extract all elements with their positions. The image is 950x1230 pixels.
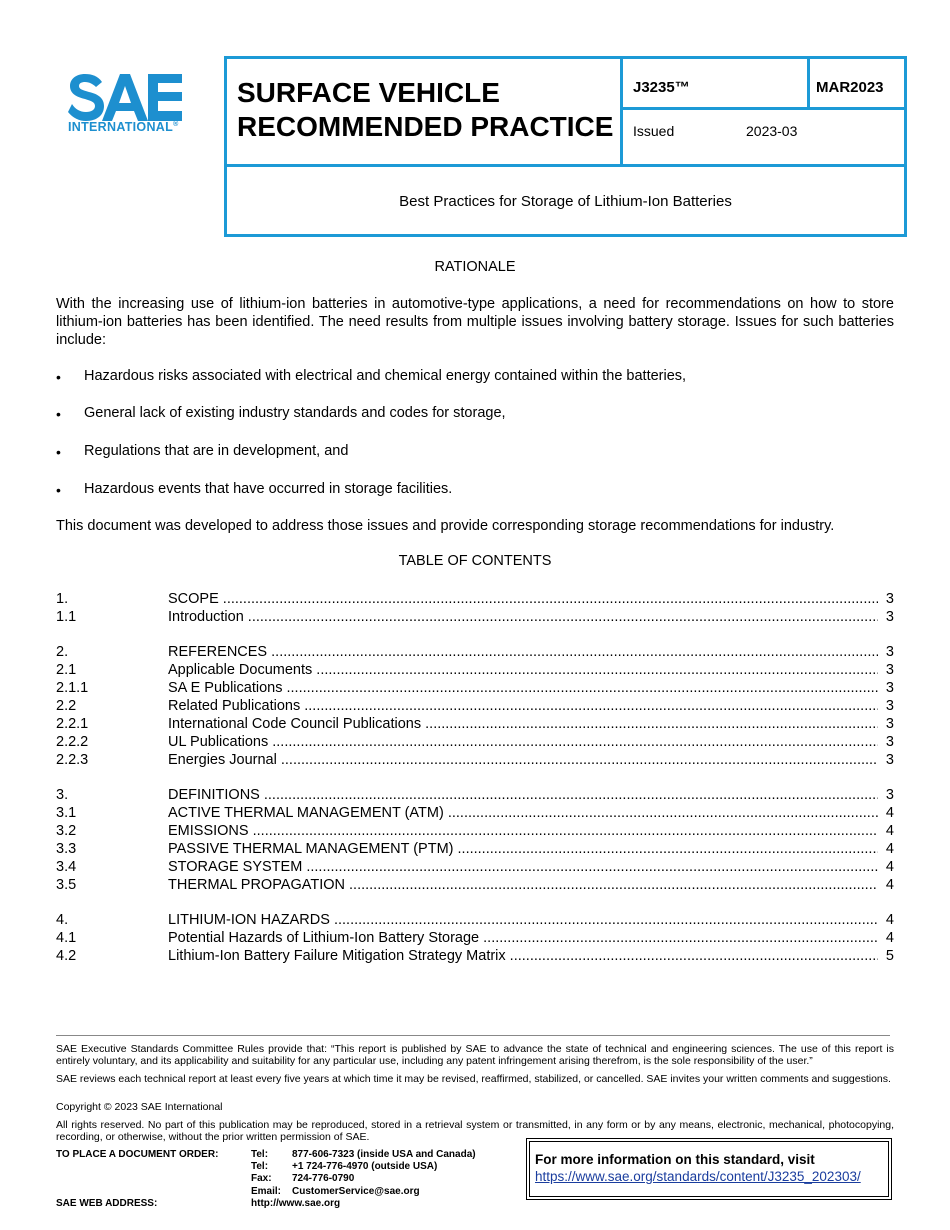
toc-entry[interactable]: 4.2 Lithium-Ion Battery Failure Mitigation Strategy Matrix ..... 5 xyxy=(56,947,894,965)
header-divider-horizontal xyxy=(224,164,907,167)
fax-label: Fax: xyxy=(251,1173,272,1184)
info-box-title: For more information on this standard, visit xyxy=(535,1152,815,1167)
toc-entry[interactable]: 1.1 Introduction ..... 3 xyxy=(56,608,894,626)
bullet-marker: • xyxy=(56,444,61,460)
email-label: Email: xyxy=(251,1186,282,1197)
toc-entry[interactable]: 2.2.3 Energies Journal ..... 3 xyxy=(56,751,894,769)
footer-divider xyxy=(56,1035,890,1036)
rationale-bullet: Regulations that are in development, and xyxy=(84,443,349,459)
rationale-bullet: Hazardous risks associated with electrical and chemical energy contained within the batteries, xyxy=(84,368,687,384)
toc-heading: TABLE OF CONTENTS xyxy=(398,553,552,569)
toc-entry[interactable]: 2. REFERENCES ..... 3 xyxy=(56,643,894,661)
header-divider-date xyxy=(807,56,810,109)
toc-entry[interactable]: 3.3 PASSIVE THERMAL MANAGEMENT (PTM) ..... 4 xyxy=(56,840,894,858)
header-divider-issued xyxy=(620,107,907,110)
bullet-marker: • xyxy=(56,369,61,385)
tel2-value: +1 724-776-4970 (outside USA) xyxy=(292,1161,438,1172)
tel1-label: Tel: xyxy=(251,1149,269,1160)
fax-value: 724-776-0790 xyxy=(292,1173,355,1184)
web-address-link[interactable]: http://www.sae.org xyxy=(251,1198,341,1209)
logo-wordmark: INTERNATIONAL® xyxy=(68,120,179,134)
rationale-closing: This document was developed to address those issues and provide corresponding storage recommendations for industry. xyxy=(56,518,835,534)
web-address-label: SAE WEB ADDRESS: xyxy=(56,1198,158,1209)
footer-rights-text: All rights reserved. No part of this publication may be reproduced, stored in a retrieval system or transmitted, in any form or by any means, electronic, mechanical, photocopying, recording, or otherwise, without the prior written permission of SAE. xyxy=(56,1119,894,1143)
rationale-bullet: Hazardous events that have occurred in storage facilities. xyxy=(84,481,453,497)
bullet-marker: • xyxy=(56,482,61,498)
toc-entry[interactable]: 2.2.2 UL Publications ..... 3 xyxy=(56,733,894,751)
issued-date: 2023-03 xyxy=(746,123,798,139)
document-title: Best Practices for Storage of Lithium-Ion Batteries xyxy=(399,193,732,210)
toc-entry[interactable]: 2.1 Applicable Documents ..... 3 xyxy=(56,661,894,679)
toc-entry[interactable]: 3.2 EMISSIONS ..... 4 xyxy=(56,822,894,840)
issued-label: Issued xyxy=(633,123,675,139)
toc-entry[interactable]: 2.2.1 International Code Council Publications ..... 3 xyxy=(56,715,894,733)
toc-entry[interactable]: 3.5 THERMAL PROPAGATION ..... 4 xyxy=(56,876,894,894)
order-label: TO PLACE A DOCUMENT ORDER: xyxy=(56,1149,219,1160)
toc-entry[interactable]: 4. LITHIUM-ION HAZARDS ..... 4 xyxy=(56,911,894,929)
tel2-label: Tel: xyxy=(251,1161,269,1172)
toc-entry[interactable]: 1. SCOPE ..... 3 xyxy=(56,590,894,608)
toc-entry[interactable]: 2.1.1 SA E Publications ..... 3 xyxy=(56,679,894,697)
toc-entry[interactable]: 3. DEFINITIONS ..... 3 xyxy=(56,786,894,804)
tel1-value: 877-606-7323 (inside USA and Canada) xyxy=(292,1149,476,1160)
standard-link[interactable]: https://www.sae.org/standards/content/J3235_202303/ xyxy=(535,1169,861,1184)
toc-entry[interactable]: 2.2 Related Publications ..... 3 xyxy=(56,697,894,715)
footer-review-text: SAE reviews each technical report at least every five years at which time it may be revised, reaffirmed, stabilized, or cancelled. SAE invites your written comments and suggestions. xyxy=(56,1073,891,1085)
toc-entry[interactable]: 3.4 STORAGE SYSTEM ..... 4 xyxy=(56,858,894,876)
toc-entry[interactable]: 4.1 Potential Hazards of Lithium-Ion Battery Storage ..... 4 xyxy=(56,929,894,947)
rationale-intro: With the increasing use of lithium-ion batteries in automotive-type applications, a need for recommendations on how to store lithium-ion batteries has been identified. The need results from multiple issues involving battery storage. Issues for such batteries include: xyxy=(56,296,894,348)
document-date: MAR2023 xyxy=(816,79,884,96)
email-link[interactable]: CustomerService@sae.org xyxy=(292,1186,420,1197)
rationale-bullet: General lack of existing industry standards and codes for storage, xyxy=(84,405,506,421)
footer-copyright: Copyright © 2023 SAE International xyxy=(56,1101,223,1113)
document-number: J3235™ xyxy=(633,79,690,96)
footer-rules-text: SAE Executive Standards Committee Rules provide that: “This report is published by SAE to advance the state of technical and engineering sciences. The use of this report is entirely voluntary, and its applicability and suitability for any particular use, including any patent infringement arising therefrom, is the sole responsibility of the user.” xyxy=(56,1043,894,1067)
bullet-marker: • xyxy=(56,406,61,422)
rationale-heading: RATIONALE xyxy=(434,259,516,275)
document-category: SURFACE VEHICLE RECOMMENDED PRACTICE xyxy=(237,77,614,142)
toc-entry[interactable]: 3.1 ACTIVE THERMAL MANAGEMENT (ATM) ..... 4 xyxy=(56,804,894,822)
header-divider-vertical xyxy=(620,56,623,166)
